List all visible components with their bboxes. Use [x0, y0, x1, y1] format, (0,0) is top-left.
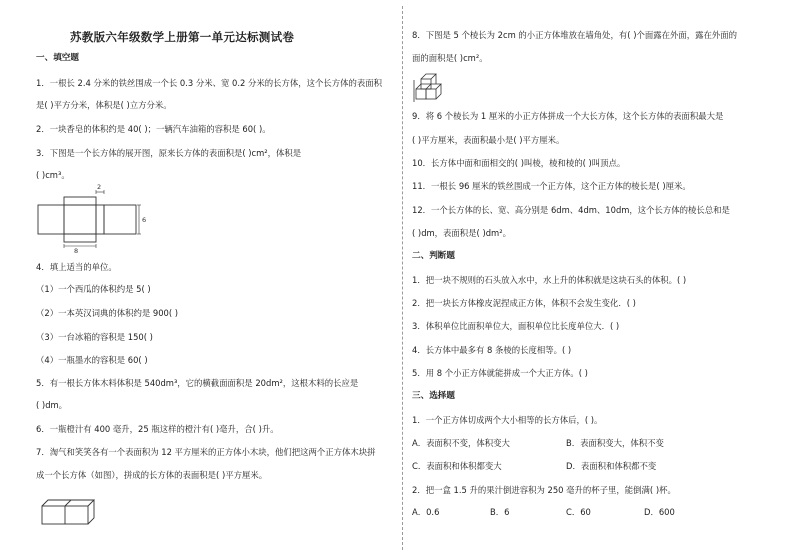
question-9-line-2: ( )平方厘米，表面积最小是( )平方厘米。 [412, 135, 565, 145]
choice-2-option-b: B．6 [490, 507, 510, 517]
question-3-line-1: 3．下图是一个长方体的展开图，原来长方体的表面积是( )cm²，体积是 [36, 148, 302, 158]
question-2: 2．一块香皂的体积约是 40( )；一辆汽车油箱的容积是 60( )。 [36, 124, 271, 134]
net-label-top: 2 [97, 183, 102, 191]
judge-3: 3．体积单位比面积单位大，面积单位比长度单位大．( ) [412, 321, 620, 331]
question-4-item-4: （4）一瓶墨水的容积是 60( ) [36, 355, 148, 365]
choice-1-option-d: D．表面积和体积都不变 [566, 461, 657, 471]
question-12-line-1: 12．一个长方体的长、宽、高分别是 6dm、4dm、10dm，这个长方体的棱长总和是 [412, 205, 730, 215]
joined-cubes-figure [42, 500, 102, 526]
page-title: 苏教版六年级数学上册第一单元达标测试卷 [70, 30, 295, 44]
question-12-line-2: ( )dm，表面积是( )dm²。 [412, 228, 511, 238]
net-label-side: 6 [142, 216, 147, 224]
question-5-line-1: 5．有一根长方体木料体积是 540dm³，它的横截面面积是 20dm²，这根木料的长应是 [36, 378, 359, 388]
question-4-item-2: （2）一本英汉词典的体积约是 900( ) [36, 308, 179, 318]
choice-2-option-a: A．0.6 [412, 507, 440, 517]
judge-1: 1．把一块不规则的石头放入水中，水上升的体积就是这块石头的体积。( ) [412, 275, 687, 285]
question-1-line-1: 1．一根长 2.4 分米的铁丝围成一个长 0.3 分米、宽 0.2 分米的长方体，这个长方体的表面积 [36, 78, 383, 88]
judge-4: 4．长方体中最多有 8 条棱的长度相等。( ) [412, 345, 572, 355]
question-4-item-1: （1）一个西瓜的体积约是 5( ) [36, 284, 151, 294]
question-8-line-2: 面的面积是( )cm²。 [412, 53, 488, 63]
judge-5: 5．用 8 个小正方体就能拼成一个大正方体。( ) [412, 368, 588, 378]
choice-question-2: 2．把一盒 1.5 升的果汁倒进容积为 250 毫升的杯子里，能倒满( )杯。 [412, 485, 676, 495]
question-6: 6．一瓶橙汁有 400 毫升，25 瓶这样的橙汁有( )毫升，合( )升。 [36, 424, 279, 434]
net-label-bottom: 8 [74, 247, 79, 255]
question-4: 4．填上适当的单位。 [36, 262, 117, 272]
section-fill-blank: 一、填空题 [36, 53, 79, 63]
left-column [36, 0, 394, 554]
choice-question-1: 1．一个正方体切成两个大小相等的长方体后，( )。 [412, 415, 603, 425]
choice-2-option-c: C．60 [566, 507, 591, 517]
right-column [412, 0, 772, 554]
question-9-line-1: 9．将 6 个棱长为 1 厘米的小正方体拼成一个大长方体，这个长方体的表面积最大是 [412, 111, 724, 121]
section-multiple-choice: 三、选择题 [412, 391, 455, 401]
question-10: 10．长方体中面和面相交的( )叫棱，棱和棱的( )叫顶点。 [412, 158, 626, 168]
judge-2: 2．把一块长方体橡皮泥捏成正方体，体积不会发生变化．( ) [412, 298, 636, 308]
question-3-line-2: ( )cm³。 [36, 170, 70, 180]
question-5-line-2: ( )dm。 [36, 400, 68, 410]
question-1-line-2: 是( )平方分米，体积是( )立方分米。 [36, 100, 172, 110]
question-4-item-3: （3）一台冰箱的容积是 150( ) [36, 332, 153, 342]
cuboid-net-figure [38, 183, 158, 255]
section-true-false: 二、判断题 [412, 251, 455, 261]
choice-1-option-c: C．表面积和体积都变大 [412, 461, 502, 471]
choice-2-option-d: D．600 [644, 507, 675, 517]
corner-cubes-figure [414, 76, 450, 102]
question-11: 11．一根长 96 厘米的铁丝围成一个正方体，这个正方体的棱长是( )厘米。 [412, 181, 691, 191]
question-7-line-2: 成一个长方体（如图），拼成的长方体的表面积是( )平方厘米。 [36, 470, 268, 480]
choice-1-option-b: B．表面积变大，体积不变 [566, 438, 664, 448]
question-7-line-1: 7．淘气和笑笑各有一个表面积为 12 平方厘米的正方体小木块，他们把这两个正方体木块拼 [36, 447, 376, 457]
choice-1-option-a: A．表面积不变，体积变大 [412, 438, 510, 448]
question-8-line-1: 8．下图是 5 个棱长为 2cm 的小正方体堆放在墙角处，有( )个面露在外面，露在外面的 [412, 30, 737, 40]
column-divider [402, 6, 403, 550]
